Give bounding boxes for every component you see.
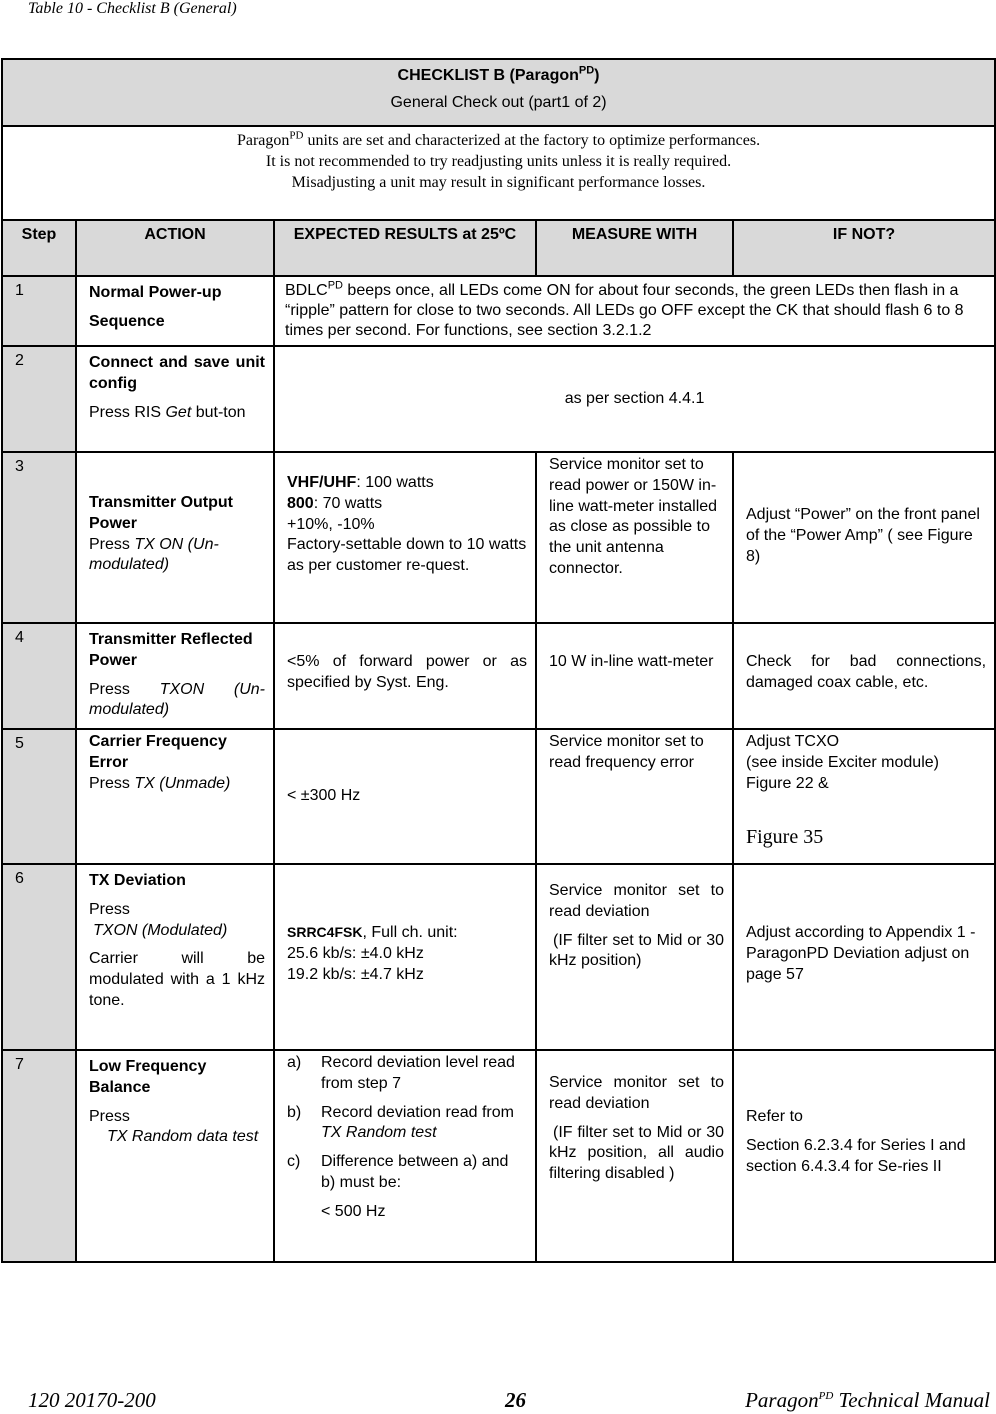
step-number: 7 [2,1050,76,1262]
checklist-table [1,58,996,1263]
list-item: a) Record deviation level read from step 7 [287,1054,515,1092]
step-number: 4 [2,623,76,729]
action-cell: Transmitter Reflected Power Press TXON (Un-modulated) [76,623,274,729]
footer-doc-number: 120 20170-200 [28,1388,156,1412]
step-number: 6 [2,864,76,1050]
expected-cell: <5% of forward power or as specified by Syst. Eng. [274,623,536,729]
measure-cell: Service monitor set to read deviation (IF filter set to Mid or 30 kHz position) [536,864,733,1050]
checklist-subtitle: General Check out (part1 of 2) [390,93,607,111]
measure-cell: Service monitor set to read frequency error [536,729,733,864]
expected-cell: < ±300 Hz [274,729,536,864]
action-cell: Transmitter Output Power Press TX ON (Un-modulated) [76,452,274,623]
measure-cell: Service monitor set to read deviation (IF filter set to Mid or 30 kHz position, all audio filtering disabled ) [536,1050,733,1262]
table-row [2,864,995,1050]
footer-manual-title: Paragon$^{PD}$ Technical Manual [745,1388,990,1412]
expected-cell: SRRC4FSK, Full ch. unit: 25.6 kb/s: ±4.0 kHz 19.2 kb/s: ±4.7 kHz [274,864,536,1050]
list-item: c) Difference between a) and b) must be: < 500 Hz [287,1153,509,1220]
ifnot-cell: Adjust “Power” on the front panel of the “Power Amp” ( see Figure 8) [733,452,995,623]
measure-cell: 10 W in-line watt-meter [536,623,733,729]
expected-cell: as per section 4.4.1 [274,346,995,452]
header-expected: EXPECTED RESULTS at 25ºC [274,220,536,276]
expected-cell: VHF/UHF: 100 watts 800: 70 watts +10%, -10% Factory-settable down to 10 watts as per customer re-quest. [274,452,536,623]
table-row [2,1050,995,1262]
factory-note: Paragon$^{PD}$ units are set and characterized at the factory to optimize performances. It is not recommended to try readjusting units unless it is really required. Misadjusting a unit may result in significant performance losses. [2,126,995,220]
header-ifnot: IF NOT? [733,220,995,276]
action-cell: Connect and save unit config Press RIS Get but-ton [76,346,274,452]
table-caption: Table 10 - Checklist B (General) [28,0,237,17]
measure-cell: Service monitor set to read power or 150W in-line watt-meter installed as close as possible to the unit antenna connector. [536,452,733,623]
table-row [2,276,995,346]
action-cell: Low Frequency Balance Press TX Random data test [76,1050,274,1262]
expected-steps-list [287,1053,527,1223]
step-number: 1 [2,276,76,346]
checklist-title-cell [2,59,995,126]
expected-cell: $BDLC^{PD}$ beeps once, all LEDs come ON for about four seconds, the green LEDs then flash in a “ripple” pattern for close to two seconds. All LEDs go OFF except the CK that should flash 6 to 8 times per second. For functions, see section 3.2.1.2 [274,276,995,346]
step-number: 3 [2,452,76,623]
footer-page-number: 26 [505,1388,526,1412]
expected-cell [274,1050,536,1262]
checklist-title: CHECKLIST B (Paragon$^{PD}$) [397,64,600,84]
column-header-row [2,220,995,276]
table-row [2,346,995,452]
action-cell: Carrier Frequency Error Press TX (Unmade) [76,729,274,864]
table-row [2,729,995,864]
ifnot-cell: Refer to Section 6.2.3.4 for Series I and section 6.4.3.4 for Se-ries II [733,1050,995,1262]
ifnot-cell: Adjust according to Appendix 1 - ParagonPD Deviation adjust on page 57 [733,864,995,1050]
ifnot-cell: Check for bad connections, damaged coax cable, etc. [733,623,995,729]
header-step: Step [2,220,76,276]
step-number: 2 [2,346,76,452]
table-row [2,452,995,623]
list-item: b) Record deviation read from TX Random test [287,1103,514,1142]
ifnot-cell: Adjust TCXO (see inside Exciter module) Figure 22 & Figure 35 [733,729,995,864]
header-action: ACTION [76,220,274,276]
step-number: 5 [2,729,76,864]
action-cell: Normal Power-up Sequence [76,276,274,346]
header-measure: MEASURE WITH [536,220,733,276]
action-cell: TX Deviation Press TXON (Modulated) Carrier will be modulated with a 1 kHz tone. [76,864,274,1050]
table-row [2,623,995,729]
